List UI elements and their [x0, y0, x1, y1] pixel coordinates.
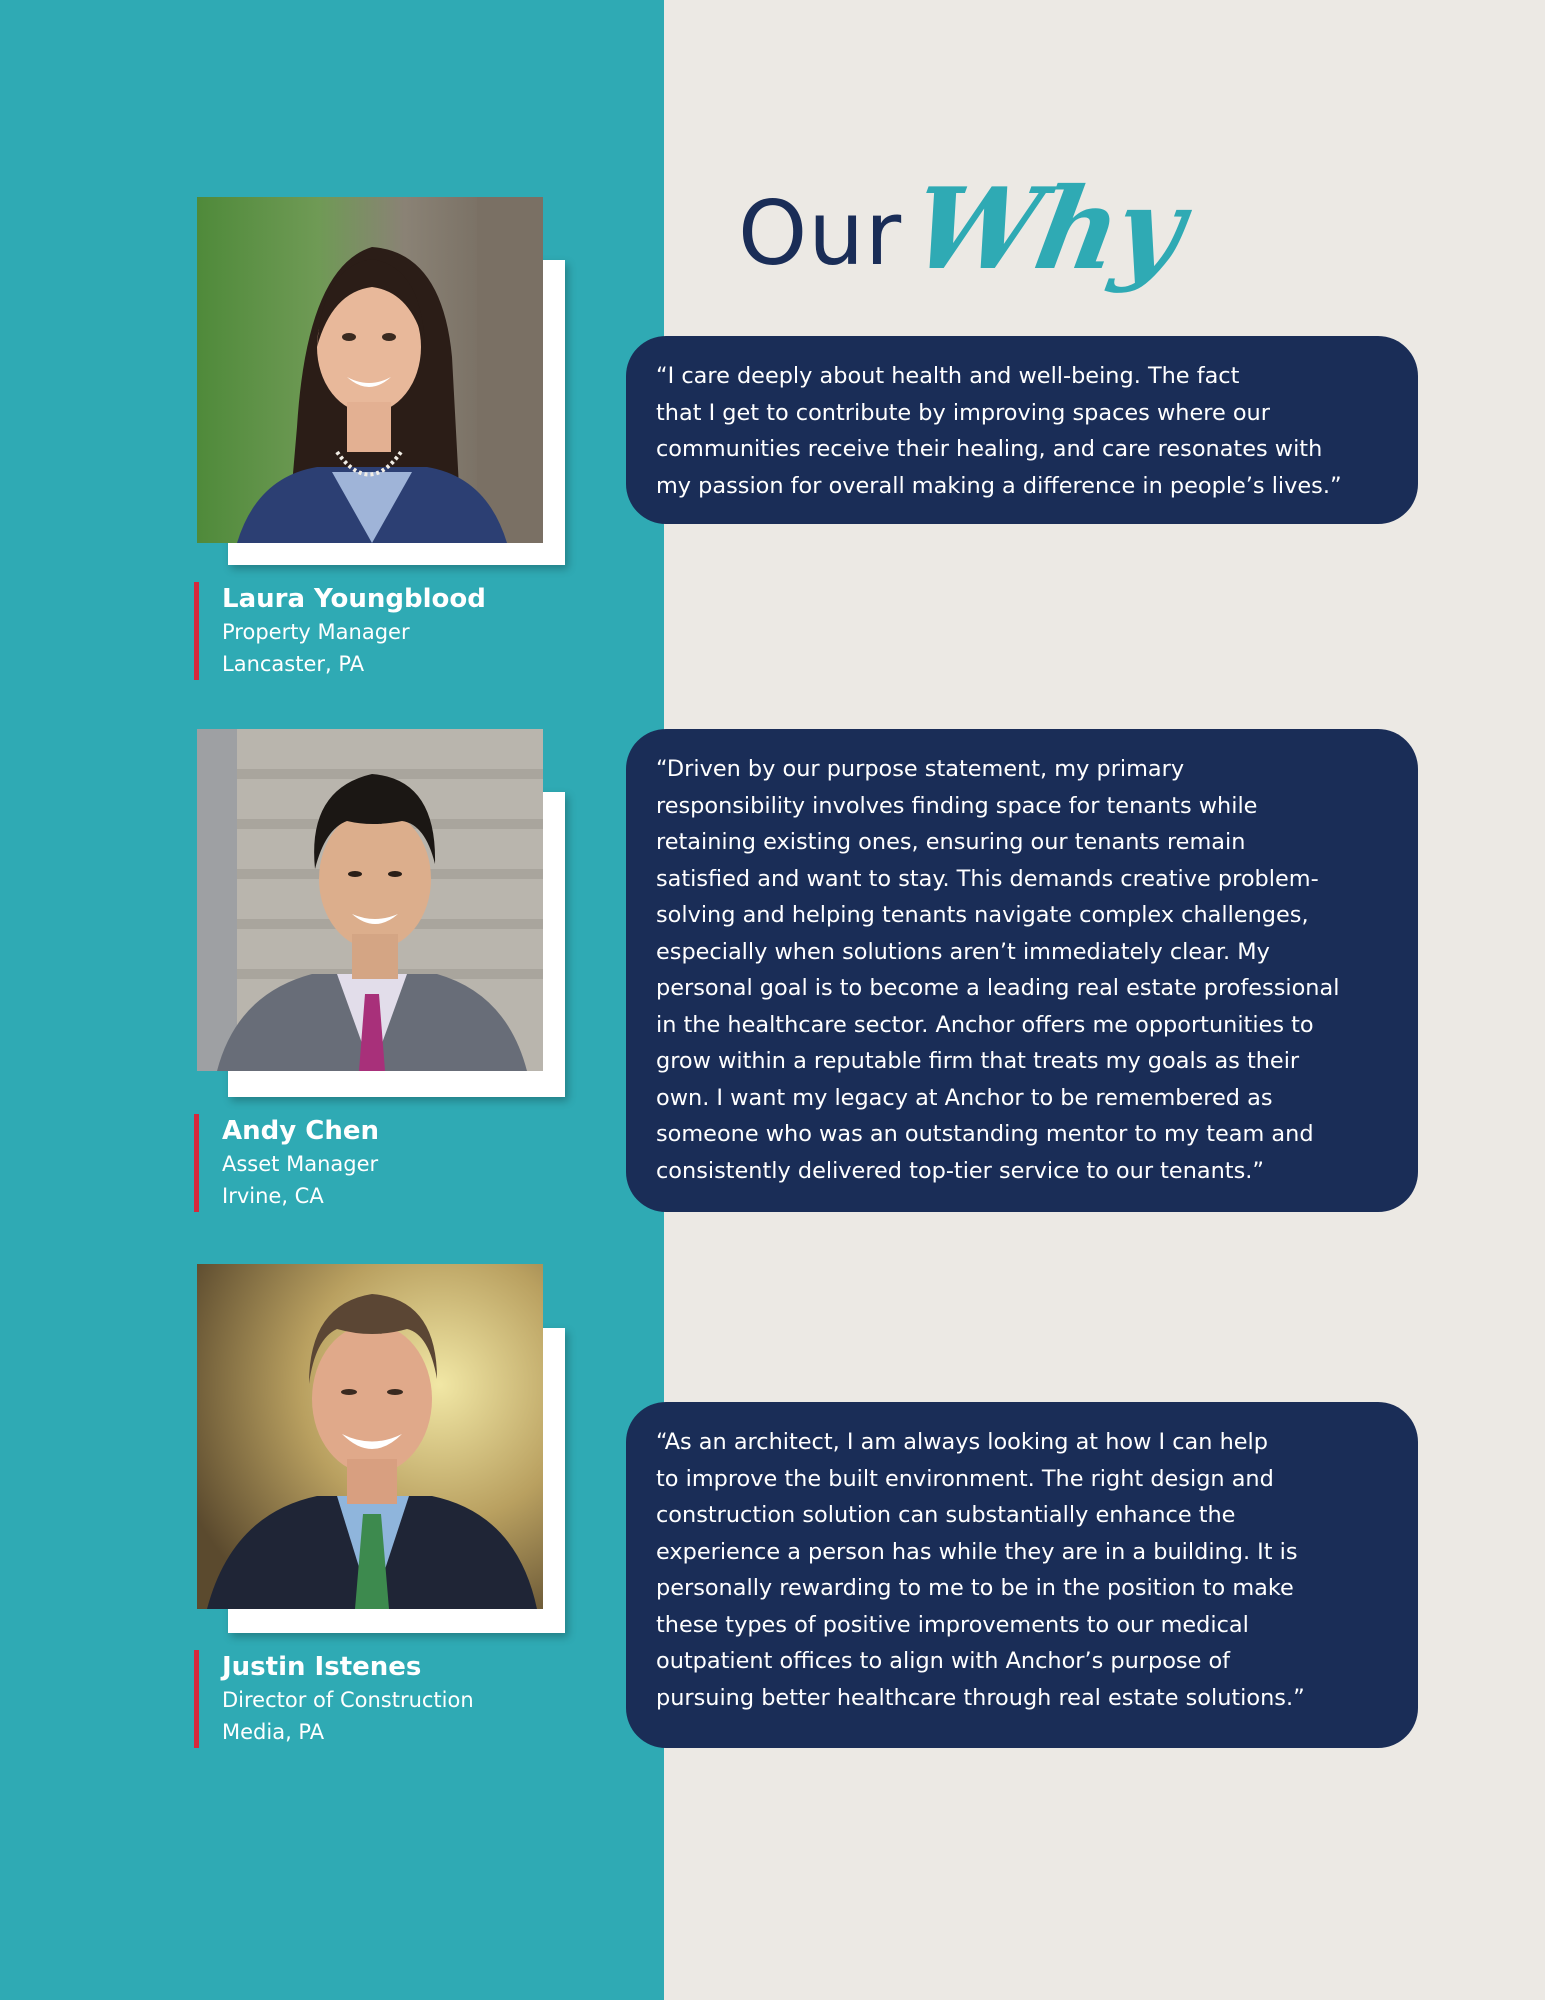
person-name: Justin Istenes [222, 1652, 422, 1682]
photo-laura-youngblood [197, 197, 543, 543]
person-info-justin [194, 1650, 474, 1748]
photo-andy-chen [197, 729, 543, 1075]
person-role: Property Manager [222, 620, 410, 644]
person-name: Laura Youngblood [222, 584, 486, 614]
person-info-laura [194, 582, 486, 680]
person-info-andy [194, 1114, 379, 1212]
person-role: Director of Construction [222, 1688, 474, 1712]
quote-bubble-laura [626, 336, 1418, 524]
title-why: Why [902, 164, 1192, 295]
person-location: Lancaster, PA [222, 652, 365, 676]
quote-text: “As an architect, I am always looking at how I can help to improve the built environment. The right design and construction solution can substantially enhance the experience a person has while they are in a building. It is personally rewarding to me to be in the position to make these types of positive improvements to our medical outpatient offices to align with Anchor’s purpose of pursuing better healthcare through real estate solutions.” [656, 1429, 1305, 1711]
person-role: Asset Manager [222, 1152, 379, 1176]
quote-bubble-andy [626, 729, 1418, 1212]
person-location: Irvine, CA [222, 1184, 324, 1208]
quote-bubble-justin [626, 1402, 1418, 1748]
quote-text: “I care deeply about health and well-being. The fact that I get to contribute by improving spaces where our communities receive their healing, and care resonates with my passion for overall making a difference in people’s lives.” [656, 363, 1342, 499]
quote-text: “Driven by our purpose statement, my primary responsibility involves finding space for tenants while retaining existing ones, ensuring our tenants remain satisfied and want to stay. This demands creative problem- solving and helping tenants navigate complex challenges, especially when solutions aren’t immediately clear. My personal goal is to become a leading real estate professional in the healthcare sector. Anchor offers me opportunities to grow within a reputable firm that treats my goals as their own. I want my legacy at Anchor to be remembered as someone who was an outstanding mentor to my team and consistently delivered top-tier service to our tenants.” [656, 756, 1340, 1184]
photo-justin-istenes [197, 1264, 543, 1610]
person-name: Andy Chen [222, 1116, 379, 1146]
title-our: Our [738, 182, 903, 285]
person-location: Media, PA [222, 1720, 325, 1744]
